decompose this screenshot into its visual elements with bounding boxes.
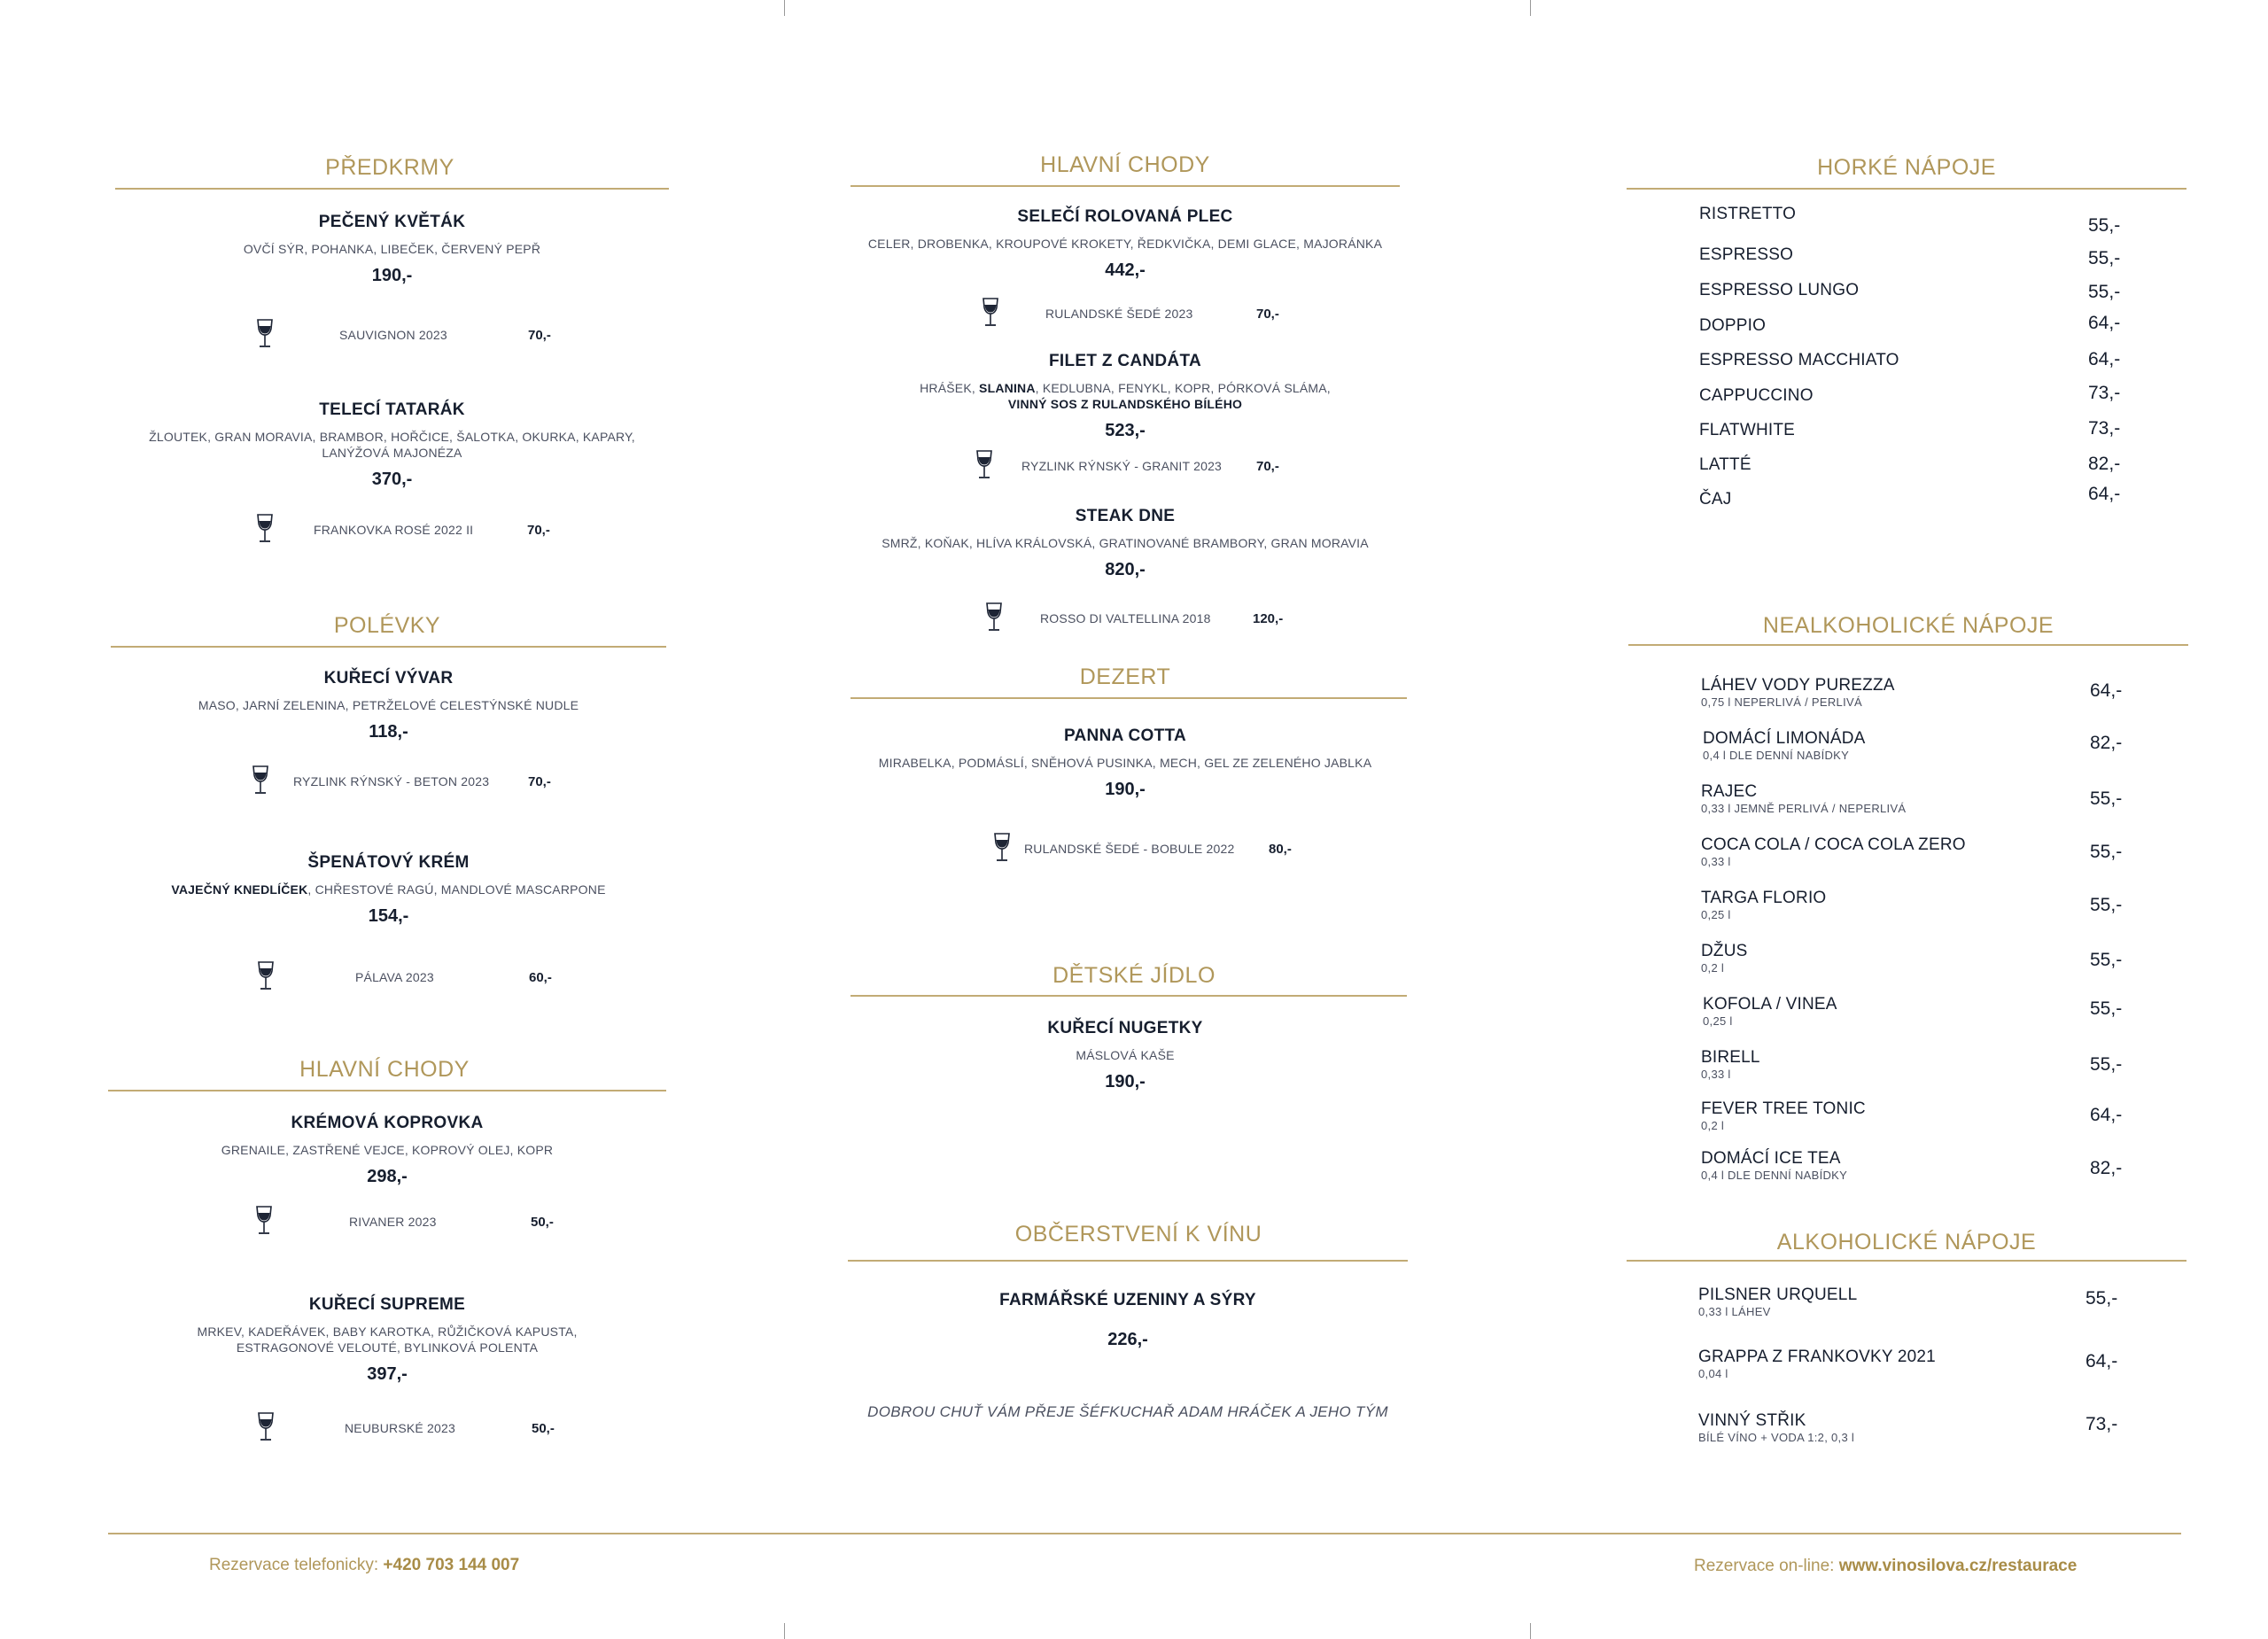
wine-price: 70,- xyxy=(528,328,551,343)
drink-item: PILSNER URQUELL 0,33 l LÁHEV xyxy=(1698,1286,1858,1318)
section-title-dezert: DEZERT xyxy=(1079,664,1171,689)
dish-price: 298,- xyxy=(367,1167,408,1186)
dish-price: 226,- xyxy=(1107,1330,1148,1349)
dish-spenatovy-krem xyxy=(111,853,666,927)
drink-price: 55,- xyxy=(2085,1288,2118,1309)
wine-name: SAUVIGNON 2023 xyxy=(339,328,447,342)
wine-name: RYZLINK RÝNSKÝ - GRANIT 2023 xyxy=(1021,459,1223,473)
dish-filet-z-candata xyxy=(842,352,1409,441)
wine-glass-icon xyxy=(255,514,275,544)
wine-pairing xyxy=(256,961,575,993)
drink-item: ESPRESSO MACCHIATO xyxy=(1699,351,1899,369)
wine-price: 60,- xyxy=(529,970,552,985)
section-divider xyxy=(1628,644,2188,646)
drink-price: 55,- xyxy=(2090,950,2123,970)
drink-price: 73,- xyxy=(2085,1414,2118,1434)
wine-name: RIVANER 2023 xyxy=(349,1215,437,1229)
drink-item: DOMÁCÍ ICE TEA 0,4 l DLE DENNÍ NABÍDKY xyxy=(1701,1149,1848,1182)
dish-seleci-plec xyxy=(842,207,1409,281)
wine-price: 50,- xyxy=(531,1215,554,1230)
dish-description: MIRABELKA, PODMÁSLÍ, SNĚHOVÁ PUSINKA, MECH, GEL ZE ZELENÉHO JABLKA xyxy=(878,756,1372,770)
dish-name: KUŘECÍ VÝVAR xyxy=(323,669,454,687)
drink-item: BIRELL 0,33 l xyxy=(1701,1048,1760,1081)
dish-name: FILET Z CANDÁTA xyxy=(1049,352,1201,370)
wine-price: 120,- xyxy=(1253,611,1284,626)
dish-kureci-supreme xyxy=(108,1295,666,1385)
wine-name: NEUBURSKÉ 2023 xyxy=(345,1421,455,1435)
drink-price: 64,- xyxy=(2088,484,2121,504)
wine-glass-icon xyxy=(992,833,1012,863)
section-title-predkrmy: PŘEDKRMY xyxy=(325,155,454,180)
dish-description: MRKEV, KADEŘÁVEK, BABY KAROTKA, RŮŽIČKOVÁ KAPUSTA, ESTRAGONOVÉ VELOUTÉ, BYLINKOVÁ POLENTA xyxy=(197,1324,578,1355)
wine-glass-icon xyxy=(975,450,994,480)
section-divider xyxy=(848,1260,1408,1262)
drink-item: DOPPIO xyxy=(1699,316,1767,335)
dish-price: 118,- xyxy=(369,722,408,742)
drink-item: RAJEC 0,33 l JEMNĚ PERLIVÁ / NEPERLIVÁ xyxy=(1701,782,1907,815)
footer-phone: Rezervace telefonicky: +420 703 144 007 xyxy=(209,1556,520,1574)
drink-price: 55,- xyxy=(2090,788,2123,809)
drink-item: TARGA FLORIO 0,25 l xyxy=(1701,889,1827,921)
dish-name: PEČENÝ KVĚTÁK xyxy=(318,213,466,231)
dish-description: MASO, JARNÍ ZELENINA, PETRŽELOVÉ CELESTÝNSKÉ NUDLE xyxy=(198,698,579,712)
dish-description: OVČÍ SÝR, POHANKA, LIBEČEK, ČERVENÝ PEPŘ xyxy=(243,242,541,256)
dish-name: PANNA COTTA xyxy=(1063,726,1187,745)
wine-pairing xyxy=(981,298,1300,330)
drink-item: KOFOLA / VINEA 0,25 l xyxy=(1703,995,1837,1028)
dish-description: ŽLOUTEK, GRAN MORAVIA, BRAMBOR, HOŘČICE, ŠALOTKA, OKURKA, KAPARY, LANÝŽOVÁ MAJONÉZA xyxy=(149,430,635,460)
section-title-obcerstveni: OBČERSTVENÍ K VÍNU xyxy=(1014,1222,1262,1247)
drink-item: CAPPUCCINO xyxy=(1699,386,1814,405)
drink-item: FEVER TREE TONIC 0,2 l xyxy=(1701,1099,1866,1132)
drink-price: 55,- xyxy=(2088,215,2121,236)
section-divider xyxy=(850,995,1407,997)
dish-description: VAJEČNÝ KNEDLÍČEK, CHŘESTOVÉ RAGÚ, MANDLOVÉ MASCARPONE xyxy=(171,882,606,897)
drink-price: 64,- xyxy=(2085,1351,2118,1371)
dish-price: 190,- xyxy=(1105,780,1146,799)
trim-mark xyxy=(784,1623,785,1639)
drink-price: 55,- xyxy=(2090,842,2123,862)
dish-name: KRÉMOVÁ KOPROVKA xyxy=(291,1114,484,1132)
section-divider xyxy=(111,646,666,648)
phone-link[interactable]: +420 703 144 007 xyxy=(383,1556,520,1574)
wine-name: ROSSO DI VALTELLINA 2018 xyxy=(1040,611,1211,625)
drink-price: 55,- xyxy=(2090,895,2123,915)
dish-price: 370,- xyxy=(371,470,413,489)
drink-price: 82,- xyxy=(2088,454,2121,474)
trim-mark xyxy=(784,0,785,16)
drink-item: ESPRESSO xyxy=(1699,245,1794,264)
wine-glass-icon xyxy=(256,961,276,991)
dish-description: MÁSLOVÁ KAŠE xyxy=(1076,1048,1175,1062)
drink-price: 73,- xyxy=(2088,383,2121,403)
drink-price: 64,- xyxy=(2088,349,2121,369)
wine-name: RULANDSKÉ ŠEDÉ - BOBULE 2022 xyxy=(1024,842,1235,856)
dish-kremova-koprovka xyxy=(108,1114,666,1187)
drink-price: 64,- xyxy=(2090,680,2123,701)
section-divider xyxy=(1627,1260,2186,1262)
wine-pairing xyxy=(984,602,1321,634)
dish-description: GRENAILE, ZASTŘENÉ VEJCE, KOPROVÝ OLEJ, KOPR xyxy=(221,1143,554,1157)
dish-panna-cotta xyxy=(842,726,1409,800)
drink-item: DOMÁCÍ LIMONÁDA 0,4 l DLE DENNÍ NABÍDKY xyxy=(1703,729,1866,762)
section-title-alkoholicke-napoje: ALKOHOLICKÉ NÁPOJE xyxy=(1776,1230,2037,1254)
wine-glass-icon xyxy=(984,602,1004,633)
wine-glass-icon xyxy=(256,1412,276,1442)
wine-price: 70,- xyxy=(1256,459,1279,474)
footer-online: Rezervace on-line: www.vinosilova.cz/restaurace xyxy=(1694,1557,2078,1575)
drink-price: 55,- xyxy=(2090,1054,2123,1075)
section-title-hlavni-chody-left: HLAVNÍ CHODY xyxy=(299,1057,470,1082)
dish-name: STEAK DNE xyxy=(1075,507,1176,525)
footer-divider xyxy=(108,1533,2181,1534)
drink-price: 64,- xyxy=(2088,313,2121,333)
dish-price: 190,- xyxy=(1105,1072,1146,1091)
dish-price: 442,- xyxy=(1105,260,1146,280)
wine-pairing xyxy=(992,833,1329,865)
dish-description: CELER, DROBENKA, KROUPOVÉ KROKETY, ŘEDKVIČKA, DEMI GLACE, MAJORÁNKA xyxy=(867,237,1383,251)
drink-price: 82,- xyxy=(2090,1158,2123,1178)
dish-kureci-nugetky xyxy=(842,1019,1409,1092)
wine-pairing xyxy=(254,1206,573,1238)
wine-pairing xyxy=(256,1412,575,1444)
section-title-polevky: POLÉVKY xyxy=(333,613,441,638)
drink-item: FLATWHITE xyxy=(1699,421,1796,439)
trim-mark xyxy=(1530,0,1531,16)
dish-description: SMRŽ, KOŇAK, HLÍVA KRÁLOVSKÁ, GRATINOVANÉ BRAMBORY, GRAN MORAVIA xyxy=(882,536,1369,550)
drink-price: 55,- xyxy=(2088,248,2121,268)
wine-glass-icon xyxy=(981,298,1000,328)
dish-price: 820,- xyxy=(1105,560,1146,579)
reservation-url-link[interactable]: www.vinosilova.cz/restaurace xyxy=(1838,1557,2078,1575)
wine-pairing xyxy=(255,319,574,351)
dish-name: SELEČÍ ROLOVANÁ PLEC xyxy=(1017,207,1233,226)
drink-item: LATTÉ xyxy=(1699,455,1751,474)
section-title-nealkoholicke-napoje: NEALKOHOLICKÉ NÁPOJE xyxy=(1762,613,2054,638)
dish-price: 523,- xyxy=(1105,421,1146,440)
dish-teleci-tatarak xyxy=(115,400,669,490)
wine-name: FRANKOVKA ROSÉ 2022 II xyxy=(314,523,474,537)
wine-glass-icon xyxy=(254,1206,274,1236)
dish-name: TELECÍ TATARÁK xyxy=(319,400,465,419)
wine-name: RULANDSKÉ ŠEDÉ 2023 xyxy=(1045,307,1193,321)
section-title-detske-jidlo: DĚTSKÉ JÍDLO xyxy=(1052,963,1216,988)
wine-price: 50,- xyxy=(532,1421,555,1436)
dish-peceny-kvetak xyxy=(115,213,669,286)
drink-price: 55,- xyxy=(2088,282,2121,302)
drink-item: ČAJ xyxy=(1699,490,1732,509)
wine-price: 70,- xyxy=(1256,307,1279,322)
dish-name: KUŘECÍ SUPREME xyxy=(308,1295,466,1314)
dish-uzeniny-a-syry xyxy=(848,1291,1408,1350)
dish-price: 190,- xyxy=(371,266,413,285)
wine-pairing xyxy=(255,514,574,546)
drink-item: GRAPPA Z FRANKOVKY 2021 0,04 l xyxy=(1698,1348,1936,1380)
wine-glass-icon xyxy=(251,765,270,796)
section-divider xyxy=(108,1090,666,1091)
dish-name: FARMÁŘSKÉ UZENINY A SÝRY xyxy=(999,1291,1256,1309)
wine-glass-icon xyxy=(255,319,275,349)
drink-item: LÁHEV VODY PUREZZA 0,75 l NEPERLIVÁ / PERLIVÁ xyxy=(1701,676,1895,709)
dish-price: 154,- xyxy=(368,906,409,926)
trim-mark xyxy=(1530,1623,1531,1639)
chef-note: DOBROU CHUŤ VÁM PŘEJE ŠÉFKUCHAŘ ADAM HRÁČEK A JEHO TÝM xyxy=(867,1403,1388,1420)
drink-price: 73,- xyxy=(2088,418,2121,439)
dish-description: HRÁŠEK, SLANINA, KEDLUBNA, FENYKL, KOPR, PÓRKOVÁ SLÁMA, VINNÝ SOS Z RULANDSKÉHO BÍLÉHO xyxy=(920,381,1331,411)
drink-price: 55,- xyxy=(2090,998,2123,1019)
wine-price: 80,- xyxy=(1269,842,1292,857)
section-divider xyxy=(850,185,1400,187)
section-divider xyxy=(850,697,1407,699)
drink-item: COCA COLA / COCA COLA ZERO 0,33 l xyxy=(1701,835,1966,868)
drink-item: DŽUS 0,2 l xyxy=(1701,942,1748,975)
dish-name: KUŘECÍ NUGETKY xyxy=(1047,1019,1203,1037)
wine-pairing xyxy=(251,765,570,797)
dish-price: 397,- xyxy=(367,1364,408,1384)
drink-item: RISTRETTO xyxy=(1699,205,1797,223)
dish-name: ŠPENÁTOVÝ KRÉM xyxy=(307,853,470,872)
dish-steak-dne xyxy=(842,507,1409,580)
wine-price: 70,- xyxy=(528,774,551,789)
wine-name: PÁLAVA 2023 xyxy=(355,970,434,984)
drink-price: 64,- xyxy=(2090,1105,2123,1125)
section-title-horke-napoje: HORKÉ NÁPOJE xyxy=(1817,155,1996,180)
wine-pairing xyxy=(975,450,1311,482)
wine-name: RYZLINK RÝNSKÝ - BETON 2023 xyxy=(293,774,490,788)
drink-price: 82,- xyxy=(2090,733,2123,753)
section-divider xyxy=(115,188,669,190)
drink-item: ESPRESSO LUNGO xyxy=(1699,281,1860,299)
wine-price: 70,- xyxy=(527,523,550,538)
drink-item: VINNÝ STŘIK BÍLÉ VÍNO + VODA 1:2, 0,3 l xyxy=(1698,1411,1855,1444)
section-title-hlavni-chody: HLAVNÍ CHODY xyxy=(1040,152,1210,177)
section-divider xyxy=(1627,188,2186,190)
dish-kureci-vyvar xyxy=(111,669,666,742)
